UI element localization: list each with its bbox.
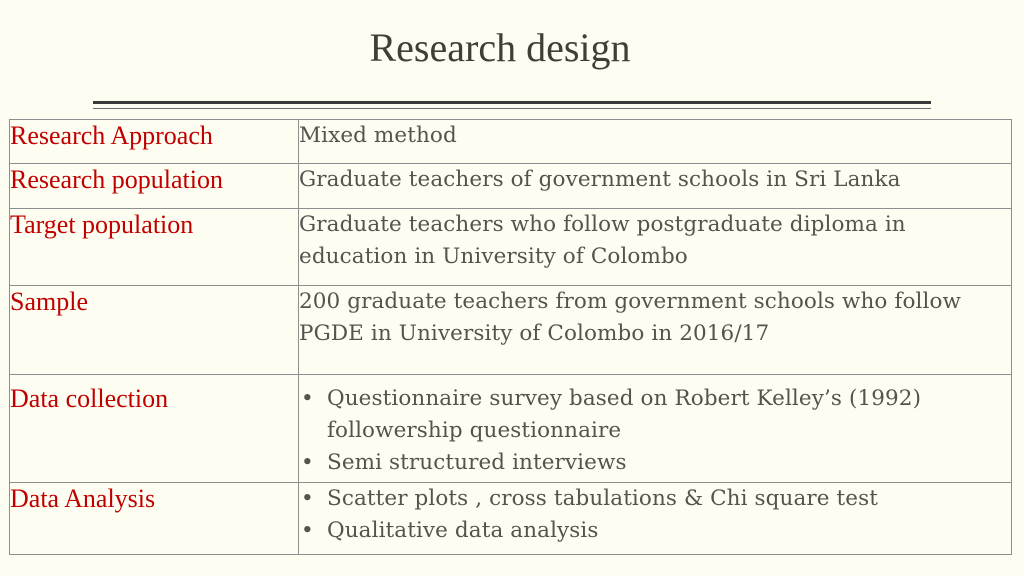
bullet-text: Semi structured interviews xyxy=(327,450,627,475)
title-underline-thick xyxy=(93,101,931,104)
row-value: Graduate teachers who follow postgraduate diploma in education in University of Colombo xyxy=(299,209,1012,286)
bullet-dot: • xyxy=(301,518,314,543)
row-label: Target population xyxy=(10,209,299,286)
list-item xyxy=(299,383,1011,447)
row-label: Data collection xyxy=(10,375,299,483)
bullet-text: Qualitative data analysis xyxy=(327,518,599,543)
slide-title: Research design xyxy=(369,25,631,70)
title-underline-thin xyxy=(93,108,931,109)
bullet-dot: • xyxy=(301,486,314,511)
bullet-dot: • xyxy=(301,386,314,411)
research-design-table xyxy=(9,119,1012,555)
table-row xyxy=(10,164,1012,209)
table-row xyxy=(10,375,1012,483)
row-value xyxy=(299,483,1012,555)
bullet-list xyxy=(299,383,1011,479)
list-item xyxy=(299,483,1011,515)
row-value xyxy=(299,375,1012,483)
row-label: Research population xyxy=(10,164,299,209)
list-item xyxy=(299,515,1011,547)
table-row xyxy=(10,209,1012,286)
row-value: Graduate teachers of government schools in Sri Lanka xyxy=(299,164,1012,209)
list-item xyxy=(299,447,1011,479)
row-label: Sample xyxy=(10,286,299,375)
row-label: Research Approach xyxy=(10,120,299,164)
row-value: Mixed method xyxy=(299,120,1012,164)
row-value: 200 graduate teachers from government schools who follow PGDE in University of Colombo in 2016/17 xyxy=(299,286,1012,375)
table-row xyxy=(10,483,1012,555)
bullet-dot: • xyxy=(301,450,314,475)
bullet-text: Questionnaire survey based on Robert Kelley’s (1992) followership questionnaire xyxy=(327,386,922,443)
table-row xyxy=(10,120,1012,164)
bullet-list xyxy=(299,483,1011,547)
table-row xyxy=(10,286,1012,375)
bullet-text: Scatter plots , cross tabulations & Chi square test xyxy=(327,486,878,511)
row-label: Data Analysis xyxy=(10,483,299,555)
